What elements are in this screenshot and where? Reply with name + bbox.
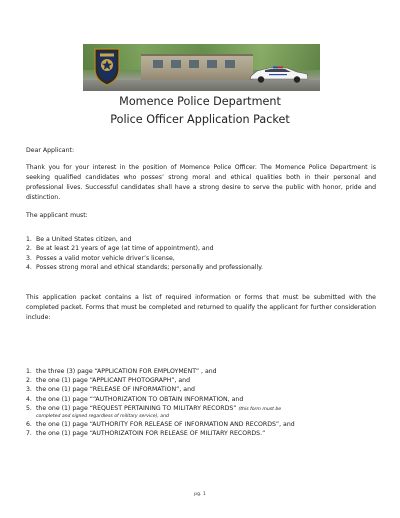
list-item: 3. the one (1) page “RELEASE OF INFORMATION”, and — [26, 386, 195, 394]
list-item: 4. the one (1) page ““AUTHORIZATION TO OBTAIN INFORMATION, and — [26, 395, 244, 403]
salutation: Dear Applicant: — [26, 147, 75, 154]
page-number: pg. 1 — [194, 492, 206, 497]
packet-paragraph: This application packet contains a list of required information or forms that must be submitted with the completed packet. Forms that must be completed and returned to qualify the applicant for further consideration include: — [26, 294, 376, 322]
list-item: 1. the three (3) page “APPLICATION FOR EMPLOYMENT” , and — [26, 368, 217, 375]
form-note: (this form must be — [238, 406, 282, 412]
list-item: 7. the one (1) page “AUTHORIZATOIN FOR RELEASE OF MILITARY RECORDS.” — [26, 430, 266, 438]
list-item: 5. the one (1) page “REQUEST PERTAINING TO MILITARY RECORDS” (this form must be completed and signed regardless of military service), and — [26, 404, 376, 420]
list-item: 1. Be a United States citizen, and — [26, 236, 132, 243]
intro-paragraph: Thank you for your interest in the position of Momence Police Officer. The Momence Police Department is seeking qualified candidates who posses’ strong moral and ethical qualities both in their personal and professional lives. Successful candidates shall have a strong desire to serve the public with honor, pride and distinction. — [26, 164, 376, 202]
header-banner-photo — [83, 44, 320, 91]
requirements-heading: The applicant must: — [26, 212, 88, 219]
patrol-car-icon — [247, 64, 311, 84]
list-item: 6. the one (1) page “AUTHORITY FOR RELEASE OF INFORMATION AND RECORDS”, and — [26, 421, 295, 429]
police-badge-icon — [92, 47, 122, 87]
packet-title: Police Officer Application Packet — [110, 113, 290, 126]
department-title: Momence Police Department — [119, 95, 281, 108]
forms-list — [26, 367, 376, 438]
list-item: 2. the one (1) page “APPLICANT PHOTOGRAPH”, and — [26, 377, 191, 385]
requirements-list — [26, 235, 376, 272]
form-note-continued: completed and signed regardless of military service), and — [36, 414, 169, 420]
list-item: 4. Posses strong moral and ethical standards; personally and professionally. — [26, 263, 263, 271]
list-item: 2. Be at least 21 years of age (at time of appointment), and — [26, 245, 214, 253]
list-item: 3. Posses a valid motor vehicle driver’s license, — [26, 254, 175, 262]
police-station-building — [141, 54, 253, 82]
